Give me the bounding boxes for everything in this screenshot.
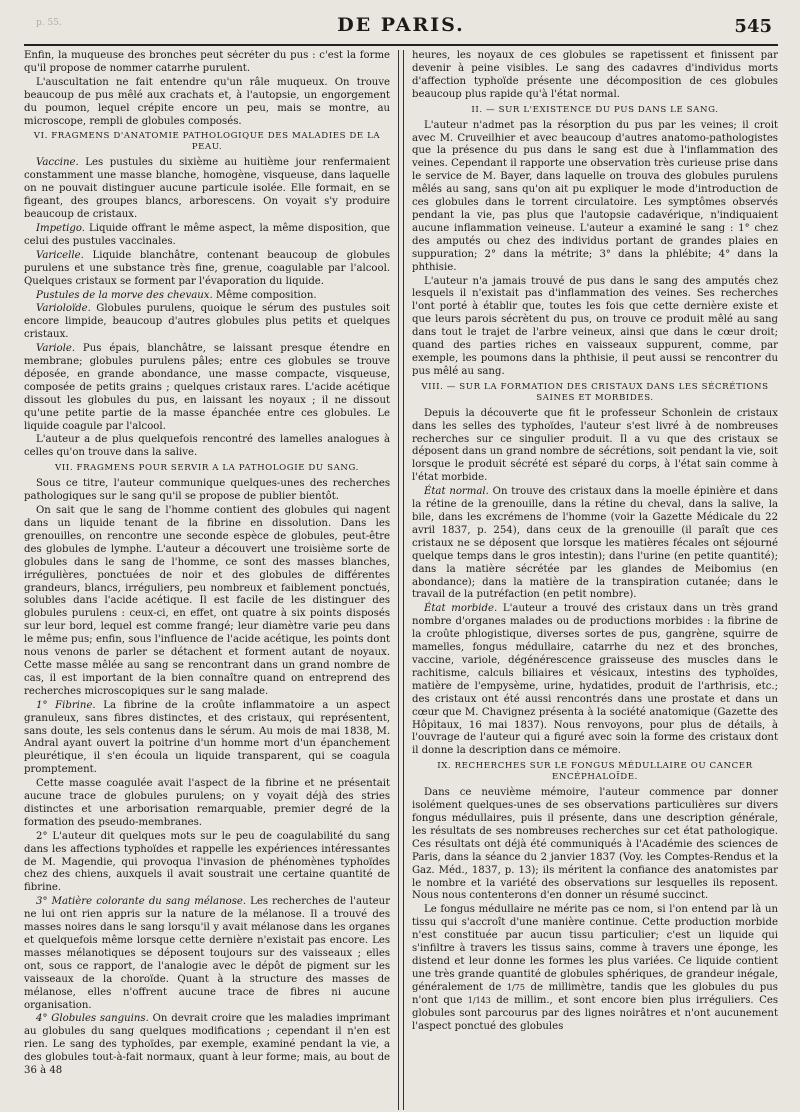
paragraph: L'auscultation ne fait entendre qu'un râle muqueux. On trouve beaucoup de pus mêlé aux crachats et, à l'autopsie, un engorgement du poumon, lequel crépite encore un peu, mais se montre, au microscope, rempli de globules composés. [24, 76, 391, 127]
running-title: DE PARIS. [337, 14, 465, 36]
paragraph: Depuis la découverte que fit le professeur Schonlein de cristaux dans les selles des typhoïdes, l'auteur s'est livré à de nombreuses recherches sur ce singulier produit. Il a vu que des cristaux se déposent dans un grand nombre de sécrétions, soit pendant la vie, soit lorsque le produit sécrété est séparé du corps, à l'état sain comme à l'état morbide. [411, 407, 779, 484]
paragraph [412, 904, 778, 1033]
paragraph [24, 223, 390, 249]
lead-term: Variole. [36, 343, 76, 355]
paragraph [412, 603, 778, 758]
paragraph-text: Pus épais, blanchâtre, se laissant presque étendre en membrane; globules purulens pâles; entre ces globules se trouve déposée, en grande abondance, une masse compacte, visqueuse, composée de petits grains ; quelques cristaux rares. L'acide acétique dissout les globules du pus, en laissant les noyaux ; il ne dissout qu'une petite partie de la masse épanchée entre ces globules. Le liquide coagule par l'alcool. [24, 343, 391, 432]
paragraph-text: Le fongus médullaire ne mérite pas ce nom, si l'on entend par là un tissu qui s'accroît d'une manière continue. Cette production morbide n'est constituée par aucun tissu particulier; c'est un liquide qui s'infiltre à travers les tissus sains, comme à travers une éponge, les distend et leur donne les formes les plus variées. Ce liquide contient une très grande quantité de globules sphériques, de grandeur inégale, généralement de [411, 904, 779, 993]
paragraph-text: Même composition. [212, 289, 317, 301]
paragraph-text: Liquide offrant le même aspect, la même disposition, que celui des pustules vaccinales. [24, 222, 391, 247]
text-columns [24, 46, 778, 1110]
lead-term: Vaccine. [36, 157, 79, 169]
paragraph [24, 290, 390, 303]
lead-term: Pustules de la morve des chevaux. [36, 289, 213, 301]
section-title: IX. RECHERCHES SUR LE FONGUS MÉDULLAIRE OU CANCER ENCÉPHALOÏDE. [437, 761, 753, 783]
lead-term: Varioloïde. [36, 303, 91, 315]
section-title: VI. FRAGMENS D'ANATOMIE PATHOLOGIQUE DES MALADIES DE LA PEAU. [33, 131, 381, 153]
paragraph-text: Les pustules du sixième au huitième jour renfermaient constamment une masse blanche, homogène, visqueuse, dans laquelle on ne pouvait distinguer aucune particule isolée. Elle formait, en se figeant, des groupes blancs, arborescens. On voyait s'y produire beaucoup de cristaux. [24, 157, 391, 221]
right-column [412, 50, 778, 1110]
lead-term: Varicelle. [36, 249, 84, 261]
page-number: 545 [734, 16, 772, 37]
paragraph: Sous ce titre, l'auteur communique quelques-unes des recherches pathologiques sur le sang qu'il se propose de publier bientôt. [24, 478, 391, 503]
paragraph [24, 896, 390, 1012]
paragraph-text: de millim., et sont encore bien plus irréguliers. Ces globules sont parcourus par des lignes noirâtres et n'ont aucunement l'aspect ponctué des globules [411, 994, 779, 1032]
fraction: 1/75 [506, 982, 525, 992]
page-header [24, 0, 778, 46]
lead-term: État morbide. [423, 603, 498, 615]
paragraph: Enfin, la muqueuse des bronches peut sécréter du pus : c'est la forme qu'il propose de nommer catarrhe purulent. [24, 50, 391, 74]
lead-term: 1° Fibrine. [36, 699, 96, 711]
paragraph: On sait que le sang de l'homme contient des globules qui nagent dans un liquide tenant de la fibrine en dissolution. Dans les grenouilles, on rencontre une seconde espèce de globules, peut-être des globules de lymphe. L'auteur a découvert une troisième sorte de globules dans le sang de l'homme, ce sont des masses blanches, irrégulières, ponctuées de noir et des globules de différentes grandeurs, blancs, irréguliers, peu nombreux et faiblement ponctués, solubles dans l'acide acétique. Il est facile de les distinguer des globules purulens : ceux-ci, en effet, ont quatre à six points disposés sur leur bord, lequel est comme frangé; leur diamètre varie peu dans le même pus; enfin, sous l'influence de l'acide acétique, les points dont nous venons de parler se détachent et forment autant de noyaux. Cette masse mêlée au sang se rencontrant dans un grand nombre de cas, il est important de la bien connaître quand on entreprend des recherches microscopiques sur le sang malade. [24, 505, 391, 697]
lead-term: 4° Globules sanguins. [36, 1013, 149, 1025]
paragraph-text: L'auteur a trouvé des cristaux dans un très grand nombre d'organes malades ou de productions morbides : la fibrine de la croûte phlogistique, diverses sortes de pus, gangrène, squirre de mamelles, fongus médullaire, catarrhe du nez et des bronches, vaccine, variole, dégénérescence graisseuse des muscles dans le rachitisme, calculs biliaires et vésicaux, intestins des typhoïdes, matière de l'empysème, urine, hydatides, produit de l'arthrisis, etc.; des cristaux ont été aussi rencontrés dans une prostate et dans un cœur que M. Chavignez présenta à la société anatomique (Gazette des Hôpitaux, 16 mai 1837). Nous renvoyons, pour plus de détails, à l'ouvrage de l'auteur qui a figuré avec soin la forme des cristaux dont il donne la description dans ce mémoire. [411, 603, 779, 757]
paragraph [24, 700, 390, 777]
lead-term: État normal. [423, 486, 489, 498]
paragraph-text: La fibrine de la croûte inflammatoire a un aspect granuleux, sans fibres distinctes, et des cristaux, qui représentent, sans doute, les sels contenus dans le sérum. Au mois de mai 1838, M. Andral ayant ouvert la poitrine d'un homme mort d'un épanchement pleurétique, il s'en écoula un liquide transparent, qui se coagula promptement. [24, 699, 391, 776]
ghost-page-ref: p. 55. [36, 18, 62, 28]
section-title: II. — SUR L'EXISTENCE DU PUS DANS LE SANG. [471, 104, 719, 115]
paragraph [412, 486, 778, 602]
paragraph: Cette masse coagulée avait l'aspect de la fibrine et ne présentait aucune trace de globules purulens; on y voyait déjà des stries distinctes et une arborisation remarquable, premier degré de la formation des pseudo-membranes. [24, 778, 391, 828]
section-title: VIII. — SUR LA FORMATION DES CRISTAUX DANS LES SÉCRÉTIONS SAINES ET MORBIDES. [421, 381, 769, 403]
paragraph-text: On devrait croire que les maladies imprimant au globules du sang quelques modifications ; cependant il n'en est rien. Le sang des typhoïdes, par exemple, examiné pendant la vie, a des globules tout-à-fait normaux, quant à leur forme; mais, au bout de 36 à 48 [24, 1013, 391, 1077]
lead-term: 3° Matière colorante du sang mélanose. [36, 896, 247, 908]
paragraph [24, 157, 390, 222]
paragraph-text: de millimètre, tandis que les globules du pus n'ont que [411, 981, 779, 1006]
paragraph-text: Globules purulens, quoique le sérum des pustules soit encore limpide, beaucoup d'autres globules plus petits et quelques cristaux. [24, 303, 391, 341]
paragraph [24, 343, 390, 433]
paragraph: 2° L'auteur dit quelques mots sur le peu de coagulabilité du sang dans les affections typhoïdes et rappelle les expériences intéressantes de M. Magendie, qui provoqua l'invasion de phénomènes typhoïdes chez des chiens, auxquels il avait soustrait une certaine quantité de fibrine. [24, 830, 391, 894]
paragraph-text: On trouve des cristaux dans la moelle épinière et dans la rétine de la grenouille, dans la rétine du cheval, dans la salive, la bile, dans les excrémens de l'homme (voir la Gazette Médicale du 22 avril 1837, p. 254), dans ceux de la grenouille (il paraît que ces cristaux ne se déposent que lorsque les matières fécales ont séjourné quelque temps dans le gros intestin); dans l'urine (en petite quantité); dans la matière sécrétée par les glandes de Meibomius (en abondance); dans la matière de la transpiration cutanée; dans le travail de la putréfaction (en petit nombre). [411, 486, 779, 601]
left-column [24, 50, 390, 1110]
lead-term: Impetigo. [36, 222, 85, 234]
column-rule [398, 50, 404, 1110]
paragraph: L'auteur a de plus quelquefois rencontré des lamelles analogues à celles qu'on trouve dans la salive. [24, 434, 391, 459]
paragraph-text: Liquide blanchâtre, contenant beaucoup de globules purulens et une substance très fine, grenue, coagulable par l'alcool. Quelques cristaux se forment par l'évaporation du liquide. [24, 249, 391, 287]
paragraph [24, 1013, 390, 1078]
paragraph: L'auteur n'admet pas la résorption du pus par les veines; il croit avec M. Cruveilhier et avec beaucoup d'autres anatomo-pathologistes que la présence du pus dans le sang est due à l'inflammation des veines. Cependant il rapporte une observation très curieuse prise dans le service de M. Bayer, dans laquelle on trouva des globules purulens mêlés au sang, sans qu'on ait pu expliquer le mode d'introduction de ces globules dans le torrent circulatoire. Les symptômes observés pendant la vie, pas plus que l'autopsie cadavérique, n'indiquaient aucune inflammation veineuse. L'auteur a examiné le sang : 1° chez des amputés ou chez des individus portant de grandes plaies en suppuration; 2° dans la métrite; 3° dans la phlébite; 4° dans la phthisie. [411, 119, 779, 273]
paragraph-text: Les recherches de l'auteur ne lui ont rien appris sur la nature de la mélanose. Il a trouvé des masses noires dans le sang lorsqu'il y avait mélanose dans les organes et quelquefois même lorsque cette dernière n'existait pas encore. Les masses mélanotiques se déposent toujours sur des vaisseaux ; elles ont, sous ce rapport, de l'analogie avec le dépôt de pigment sur les vaisseaux de la choroïde. Quant à la structure des masses de mélanose, elles n'offrent aucune trace de fibres ni aucune organisation. [24, 896, 391, 1011]
paragraph: Dans ce neuvième mémoire, l'auteur commence par donner isolément quelques-unes de ses observations particulières sur divers fongus médullaires, puis il présente, dans une description générale, les résultats de ses nombreuses recherches sur cet état pathologique. Ces résultats ont déjà été communiqués à l'Académie des sciences de Paris, dans la séance du 2 janvier 1837 (Voy. les Comptes-Rendus et la Gaz. Méd., 1837, p. 13); ils méritent la confiance des anatomistes par le nombre et la variété des observations sur lesquelles ils reposent. Nous nous contenterons d'en donner un résumé succinct. [411, 787, 779, 902]
paragraph: L'auteur n'a jamais trouvé de pus dans le sang des amputés chez lesquels il n'existait pas d'inflammation des veines. Ses recherches l'ont porté à établir que, toutes les fois que cette dernière existe et que leurs parois sécrètent du pus, on trouve ce produit mêlé au sang dans tout le trajet de l'arbre veineux, ainsi que dans le cœur droit; quand des parties riches en vaisseaux suppurent, comme, par exemple, les poumons dans la phthisie, il peut aussi se rencontrer du pus mêlé au sang. [411, 275, 779, 377]
fraction: 1/143 [467, 995, 491, 1005]
paragraph: heures, les noyaux de ces globules se rapetissent et finissent par devenir à peine visibles. Le sang des cadavres d'individus morts d'affection typhoïde présente une décomposition de ces globules beaucoup plus rapide qu'à l'état normal. [411, 50, 779, 100]
section-title: VII. FRAGMENS POUR SERVIR A LA PATHOLOGIE DU SANG. [55, 463, 359, 474]
paragraph [24, 303, 390, 342]
paragraph [24, 250, 390, 289]
